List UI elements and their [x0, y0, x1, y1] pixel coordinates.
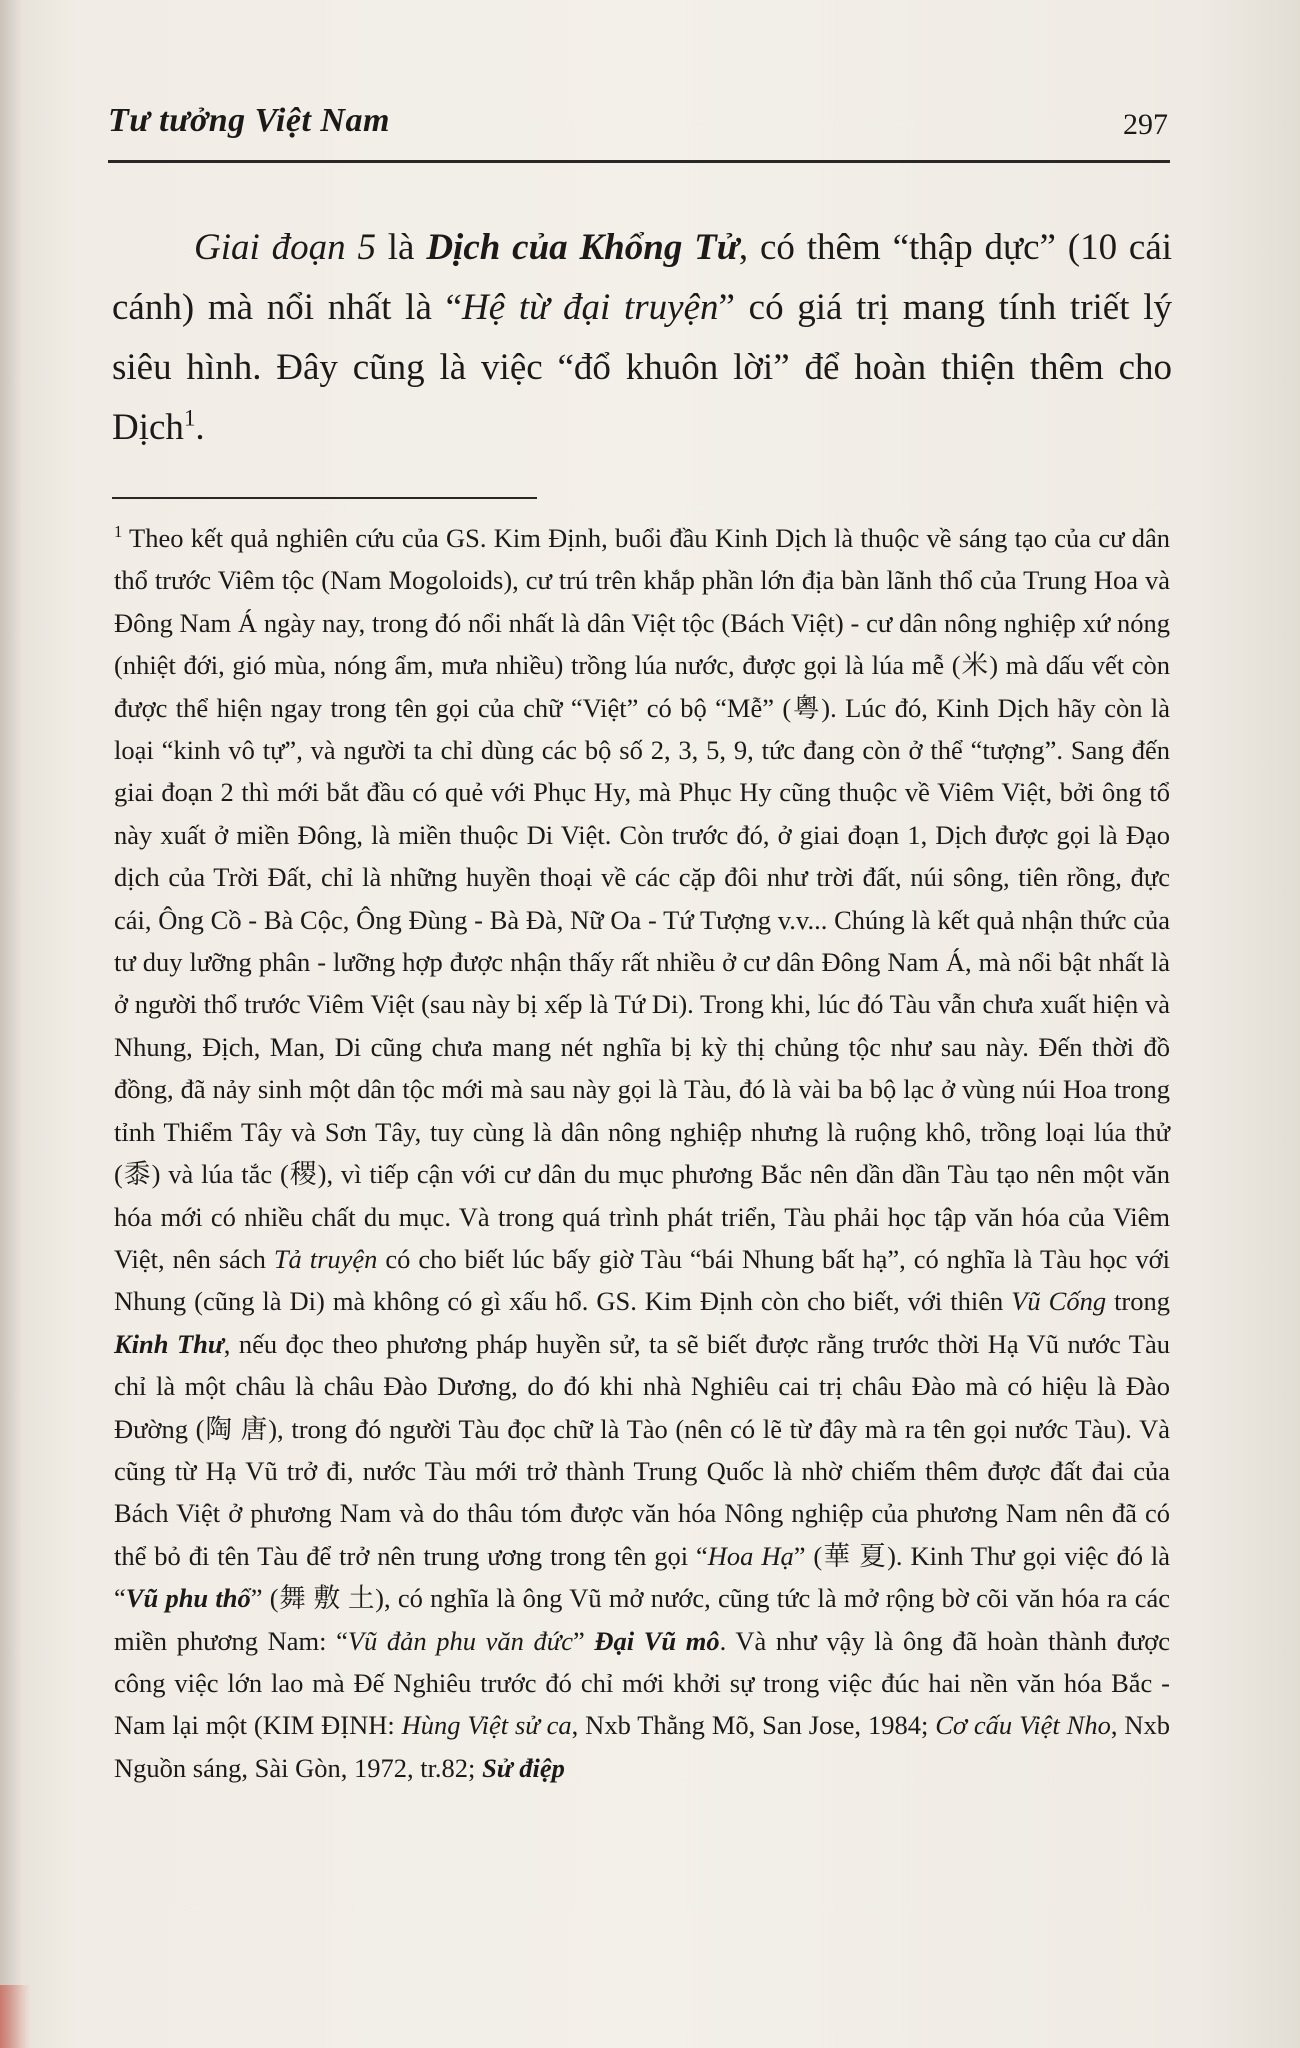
main-paragraph	[112, 218, 1172, 458]
footnote-text: , Nxb Thằng Mõ, San Jose, 1984;	[571, 1710, 936, 1741]
header-rule	[108, 160, 1170, 163]
footnote-separator	[112, 497, 537, 499]
footnote-text: ” (華 夏). Kinh Thư gọi việc đó là “	[114, 1540, 1170, 1614]
footnote-text: , nếu đọc theo phương pháp huyền sử, ta sẽ biết được rằng trước thời Hạ Vũ nước Tàu chỉ là một châu là châu Đào Dương, do đó khi nhà Nghiêu cai trị châu Đào mà có hiệu là Đào Đường (陶 唐), trong đó người Tàu đọc chữ là Tào (nên có lẽ từ đây mà ra tên gọi nước Tàu). Và cũng từ Hạ Vũ trở đi, nước Tàu mới trở thành Trung Quốc là nhờ chiếm thêm được đất đai của Bách Việt ở phương Nam và do thâu tóm được văn hóa Nông nghiệp của phương Nam nên đã có thể bỏ đi tên Tàu để trở nên trung ương trong tên gọi “	[114, 1328, 1170, 1571]
footnote-italic: Hoa Hạ	[707, 1540, 794, 1571]
footnote-bold-italic: Kinh Thư	[114, 1328, 224, 1359]
footnote-text: có cho biết lúc bấy giờ Tàu “bái Nhung bất hạ”, có nghĩa là Tàu học với Nhung (cũng là Di) mà không có gì xấu hổ. GS. Kim Định còn cho biết, với thiên	[114, 1243, 1170, 1317]
main-text-italic: Giai đoạn 5	[194, 227, 376, 268]
page-header	[108, 100, 1168, 144]
main-text: là	[375, 227, 427, 268]
footnote-text: . Và như vậy là ông đã hoàn thành được công việc lớn lao mà Đế Nghiêu trước đó chỉ mới khởi sự trong việc đúc hai nền văn hóa Bắc - Nam lại một (KIM ĐỊNH:	[114, 1625, 1171, 1741]
footnote-italic: Tả truyện	[273, 1243, 378, 1274]
footnote-text: trong	[1106, 1286, 1171, 1317]
running-title: Tư tưởng Việt Nam	[108, 102, 390, 139]
footnote-italic: Hùng Việt sử ca	[401, 1710, 572, 1741]
footnote-reference: 1	[183, 405, 196, 431]
page-number: 297	[1123, 108, 1168, 141]
footnote-italic: Vũ đản phu văn đức	[347, 1625, 573, 1656]
paragraph-indent	[112, 227, 194, 268]
page-gutter-shadow	[0, 0, 22, 2048]
footnote-bold-italic: Vũ phu thổ	[125, 1583, 251, 1614]
footnote-text: Theo kết quả nghiên cứu của GS. Kim Định, buổi đầu Kinh Dịch là thuộc về sáng tạo của cư dân thổ trước Viêm tộc (Nam Mogoloids), cư trú trên khắp phần lớn địa bàn lãnh thổ của Trung Hoa và Đông Nam Á ngày nay, trong đó nổi nhất là dân Việt tộc (Bách Việt) - cư dân nông nghiệp xứ nóng (nhiệt đới, gió mùa, nóng ẩm, mưa nhiều) trồng lúa nước, được gọi là lúa mễ (米) mà dấu vết còn được thể hiện ngay trong tên gọi của chữ “Việt” có bộ “Mễ” (粵). Lúc đó, Kinh Dịch hãy còn là loại “kinh vô tự”, và người ta chỉ dùng các bộ số 2, 3, 5, 9, tức đang còn ở thể “tượng”. Sang đến giai đoạn 2 thì mới bắt đầu có quẻ với Phục Hy, mà Phục Hy cũng thuộc về Viêm Việt, bởi ông tổ này xuất ở miền Đông, là miền thuộc Di Việt. Còn trước đó, ở giai đoạn 1, Dịch được gọi là Đạo dịch của Trời Đất, chỉ là những huyền thoại về các cặp đôi như trời đất, núi sông, tiên rồng, đực cái, Ông Cồ - Bà Cộc, Ông Đùng - Bà Đà, Nữ Oa - Tứ Tượng v.v... Chúng là kết quả nhận thức của tư duy lưỡng phân - lưỡng hợp được nhận thấy rất nhiều ở cư dân Đông Nam Á, mà nổi bật nhất là ở người thổ trước Viêm Việt (sau này bị xếp là Tứ Di). Trong khi, lúc đó Tàu vẫn chưa xuất hiện và Nhung, Địch, Man, Di cũng chưa mang nét nghĩa bị kỳ thị chủng tộc như sau này. Đến thời đồ đồng, đã nảy sinh một dân tộc mới mà sau này gọi là Tàu, đó là vài ba bộ lạc ở vùng núi Hoa trong tỉnh Thiểm Tây và Sơn Tây, tuy cùng là dân nông nghiệp nhưng là ruộng khô, trồng loại lúa thử (黍) và lúa tắc (稷), vì tiếp cận với cư dân du mục phương Bắc nên dần dần Tàu tạo nên một văn hóa mới có nhiều chất du mục. Và trong quá trình phát triển, Tàu phải học tập văn hóa của Viêm Việt, nên sách	[114, 523, 1170, 1274]
footnote-bold-italic: Sử điệp	[482, 1752, 565, 1783]
footnote-italic: Vũ Cống	[1011, 1286, 1107, 1317]
footnote-bold-italic: Đại Vũ mô	[594, 1625, 720, 1656]
main-text: , có thêm “thập dực” (10 cái cánh) mà nổi nhất là “	[112, 227, 1173, 328]
footnote-italic: Cơ cấu Việt Nho	[935, 1710, 1111, 1741]
footnote-text: , Nxb Nguồn sáng, Sài Gòn, 1972, tr.82;	[114, 1710, 1170, 1783]
main-text: ” có giá trị mang tính triết lý siêu hình. Đây cũng là việc “đổ khuôn lời” để hoàn thiện thêm cho Dịch	[112, 287, 1172, 448]
footnote-text: ” (舞 敷 土), có nghĩa là ông Vũ mở nước, cũng tức là mở rộng bờ cõi văn hóa ra các miền phương Nam: “	[114, 1583, 1170, 1656]
footnote-text: ”	[573, 1625, 595, 1656]
main-text: .	[195, 407, 205, 448]
page-corner-mark	[0, 1985, 30, 2048]
footnote-marker: 1	[114, 522, 123, 542]
main-text-bold-italic: Dịch của Khổng Tử	[426, 227, 739, 268]
main-text-italic: Hệ từ đại truyện	[462, 287, 719, 328]
footnote	[114, 517, 1170, 1789]
